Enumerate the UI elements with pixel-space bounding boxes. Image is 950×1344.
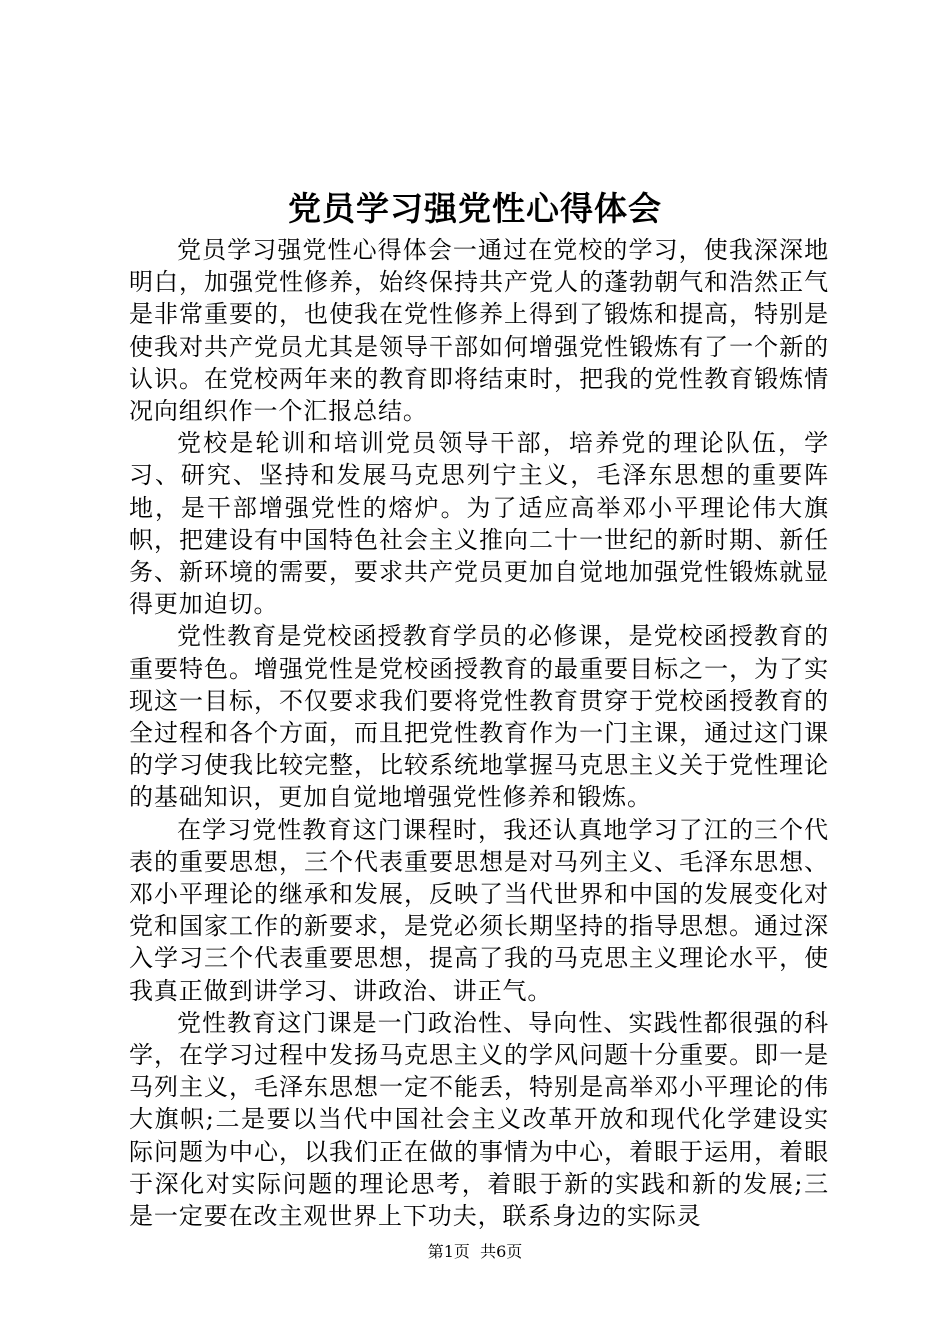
page-number-footer: 第1页 共6页	[427, 1242, 523, 1261]
paragraph-1: 党员学习强党性心得体会一通过在党校的学习，使我深深地明白，加强党性修养，始终保持共产党人的蓬勃朝气和浩然正气是非常重要的，也使我在党性修养上得到了锻炼和提高，特别是使我对共产党员尤其是领导干部如何增强党性锻炼有了一个新的认识。在党校两年来的教育即将结束时，把我的党性教育锻炼情况向组织作一个汇报总结。	[129, 236, 829, 426]
paragraph-4: 在学习党性教育这门课程时，我还认真地学习了江的三个代表的重要思想，三个代表重要思想是对马列主义、毛泽东思想、邓小平理论的继承和发展，反映了当代世界和中国的发展变化对党和国家工作的新要求，是党必须长期坚持的指导思想。通过深入学习三个代表重要思想，提高了我的马克思主义理论水平，使我真正做到讲学习、讲政治、讲正气。	[129, 815, 829, 1005]
paragraph-3: 党性教育是党校函授教育学员的必修课，是党校函授教育的重要特色。增强党性是党校函授教育的最重要目标之一，为了实现这一目标，不仅要求我们要将党性教育贯穿于党校函授教育的全过程和各个方面，而且把党性教育作为一门主课，通过这门课的学习使我比较完整，比较系统地掌握马克思主义关于党性理论的基础知识，更加自觉地增强党性修养和锻炼。	[129, 622, 829, 812]
document-title: 党员学习强党性心得体会	[288, 189, 662, 228]
paragraph-5: 党性教育这门课是一门政治性、导向性、实践性都很强的科学，在学习过程中发扬马克思主义的学风问题十分重要。即一是马列主义，毛泽东思想一定不能丢，特别是高举邓小平理论的伟大旗帜;二是要以当代中国社会主义改革开放和现代化学建设实际问题为中心，以我们正在做的事情为中心，着眼于运用，着眼于深化对实际问题的理论思考，着眼于新的实践和新的发展;三是一定要在改主观世界上下功夫，联系身边的实际灵	[129, 1008, 829, 1231]
paragraph-2: 党校是轮训和培训党员领导干部，培养党的理论队伍，学习、研究、坚持和发展马克思列宁主义，毛泽东思想的重要阵地，是干部增强党性的熔炉。为了适应高举邓小平理论伟大旗帜，把建设有中国特色社会主义推向二十一世纪的新时期、新任务、新环境的需要，要求共产党员更加自觉地加强党性锻炼就显得更加迫切。	[129, 429, 829, 619]
document-body	[129, 234, 829, 1232]
